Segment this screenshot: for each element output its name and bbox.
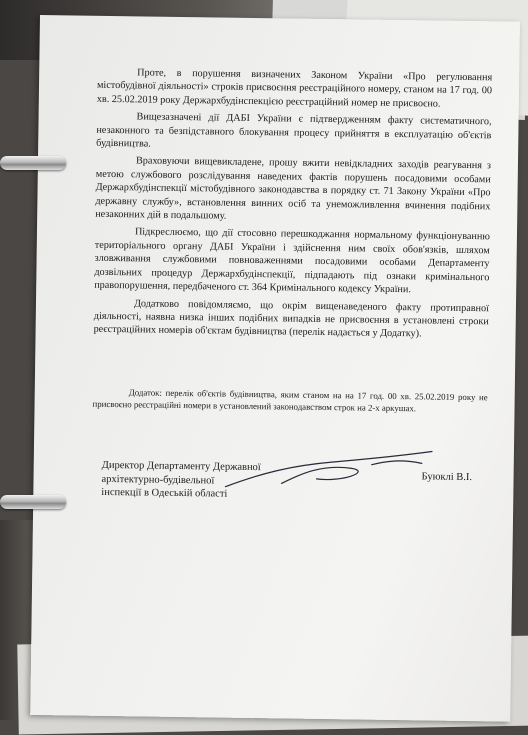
paragraph: Вищезазначені дії ДАБІ України є підтвердженням факту систематичного, незаконного та безпідставного блокування процесу прийняття в експлуатацію об'єктів будівництва. — [96, 111, 492, 150]
paragraph: Враховуючи вищевикладене, прошу вжити невідкладних заходів реагування з метою службового розслідування наведених фактів порушень посадовими особами Держархбудінспекції містобудівного законодавства в порядку ст. 71 Закону України «Про державну службу», встановлення винних осіб та унеможливлення вчинення подібних незаконних дій в подальшому. — [95, 155, 492, 222]
paragraph: Додатково повідомляємо, що окрім вищенаведеного факту протиправної діяльності, наявна низка інших подібних випадків не присвоєння в установлені строки реєстраційних номерів об'єктам будівництва (перелік надається у Додатку). — [93, 297, 490, 340]
signatory-name: Буюклі В.І. — [421, 471, 473, 484]
letter-body — [93, 66, 492, 346]
attachment-note: Додаток: перелік об'єктів будівництва, яким станом на на 17 год. 00 хв. 25.02.2019 року не присвоєно реєстраційні номери в установлений законодавством строк на 2-х аркушах. — [92, 387, 488, 414]
signatory-title-line: Директор Департаменту Державної — [101, 459, 261, 474]
document-page — [30, 15, 520, 722]
signature-block — [101, 459, 502, 525]
binder-ring-top — [0, 156, 66, 170]
signatory-title-line: інспекції в Одеській області — [101, 486, 228, 500]
paragraph: Проте, в порушення визначених Законом України «Про регулювання містобудівної діяльності» строків присвоєння реєстраційного номеру, станом на 17 год. 00 хв. 25.02.2019 року Держархбудінспекцією реєстраційний номер не присвоєно. — [96, 67, 493, 110]
paragraph: Підкреслюємо, що дії стосовно перешкоджання нормальному функціонуванню територіального органу ДАБІ України і здійснення ним своїх обов'язків, шляхом зловживання службовими повноваженнями посадовими особами Департаменту дозвільних процедур Держархбудінспекції, підпадають під ознаки кримінального правопорушення, передбаченого ст. 364 Кримінального кодексу України. — [94, 226, 491, 296]
handwritten-signature — [221, 443, 442, 496]
binder-ring-bottom — [0, 495, 66, 509]
signatory-title-line: архітектурно-будівельної — [101, 473, 215, 486]
